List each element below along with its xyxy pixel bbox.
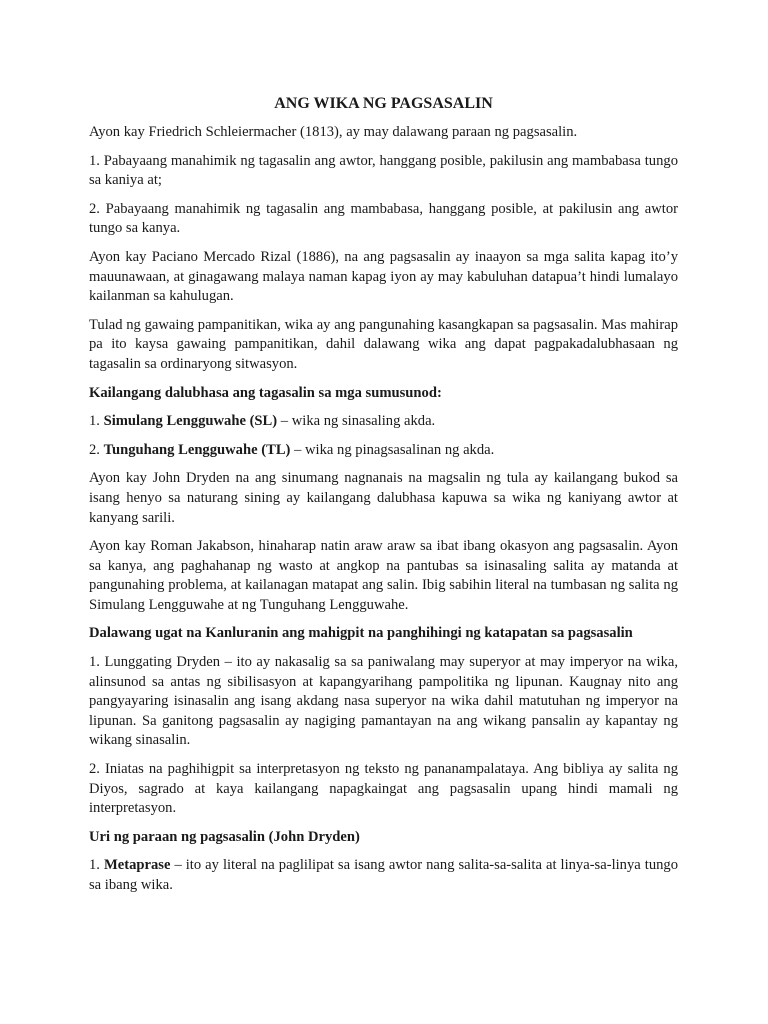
definition-tl: – wika ng pinagsasalinan ng akda. (290, 441, 495, 458)
paragraph-pampanitikan: Tulad ng gawaing pampanitikan, wika ay ang pangunahing kasangkapan sa pagsasalin. Mas mahirap pa ito kaysa gawaing pampanitikan, dahil dalawang wika ang dapat pagpakadalubhasaan ng tagasalin sa ordinaryong sitwasyon. (89, 316, 678, 372)
paragraph-rizal: Ayon kay Paciano Mercado Rizal (1886), na ang pagsasalin ay inaayon sa mga salita kapag ito’y mauunawaan, at ginagawang malaya naman kapag iyon ay may kabuluhan datapua’t hindi lumalayo kailanman sa kahulugan. (89, 248, 678, 305)
heading-kailangang-dalubhasa: Kailangang dalubhasa ang tagasalin sa mga sumusunod: (89, 384, 442, 401)
paragraph-method-2: 2. Pabayaang manahimik ng tagasalin ang mambabasa, hanggang posible, at pakilusin ang awtor tungo sa kanya. (89, 200, 678, 237)
paragraph-iniatas: 2. Iniatas na paghihigpit sa interpretasyon ng teksto ng pananampalataya. Ang bibliya ay salita ng Diyos, sagrado at kaya kailangang napagkaingat ang pagsasalin upang hindi mamali ng interpretasyon. (89, 761, 678, 817)
list-number: 2. (89, 441, 104, 458)
heading-dalawang-ugat: Dalawang ugat na Kanluranin ang mahigpit na panghihingi ng katapatan sa pagsasalin (89, 625, 633, 642)
definition-sl: – wika ng sinasaling akda. (277, 413, 436, 430)
definition-metaprase: – ito ay literal na paglilipat sa isang awtor nang salita-sa-salita at linya-sa-linya tungo sa ibang wika. (89, 857, 679, 893)
list-item-metaprase (89, 856, 678, 895)
document-title: ANG WIKA NG PAGSASALIN (274, 95, 493, 112)
paragraph-method-1: 1. Pabayaang manahimik ng tagasalin ang awtor, hanggang posible, pakilusin ang mambabasa tungo sa kaniya at; (89, 152, 678, 189)
term-metaprase: Metaprase (103, 857, 171, 874)
term-sl: Simulang Lengguwahe (SL) (103, 413, 278, 430)
term-tl: Tunguhang Lengguwahe (TL) (103, 441, 291, 458)
list-item-tl (89, 441, 678, 461)
list-number: 1. (89, 857, 104, 874)
paragraph-lunggating-dryden: 1. Lunggating Dryden – ito ay nakasalig sa sa paniwalang may superyor at may imperyor na wika, alinsunod sa antas ng sibilisasyon at kapangyarihang pampolitika ng lipunan. Kaugnay nito ang pangyayaring isinasalin ang isang akdang nasa superyor na wika dahil matutuhan ng imperyor na lipunan. Sa ganitong pagsasalin ay nagiging pamantayan na ang wikang pansalin ay kapantay ng wikang sinasalin. (89, 654, 678, 749)
paragraph-dryden: Ayon kay John Dryden na ang sinumang nagnanais na magsalin ng tula ay kailangang bukod sa isang henyo sa naturang sining ay kailangang dalubhasa kapuwa sa wika ng kaniyang awtor at kanyang sarili. (89, 470, 678, 526)
paragraph-jakabson: Ayon kay Roman Jakabson, hinaharap natin araw araw sa ibat ibang okasyon ang pagsasalin. Ayon sa kanya, ang paghahanap ng wasto at angkop na pantubas sa isinasaling salita ay matanda at pangunahing problema, at kailanagan matapat ang salin. Ibig sabihin literal na tumbasan ng salita ng Simulang Lengguwahe at ng Tunguhang Lengguwahe. (89, 538, 678, 613)
paragraph-schleiermacher: Ayon kay Friedrich Schleiermacher (1813), ay may dalawang paraan ng pagsasalin. (89, 124, 578, 140)
heading-uri-ng-paraan: Uri ng paraan ng pagsasalin (John Dryden) (89, 828, 360, 845)
list-number: 1. (89, 413, 104, 430)
document-page (89, 94, 678, 905)
list-item-sl (89, 412, 678, 432)
